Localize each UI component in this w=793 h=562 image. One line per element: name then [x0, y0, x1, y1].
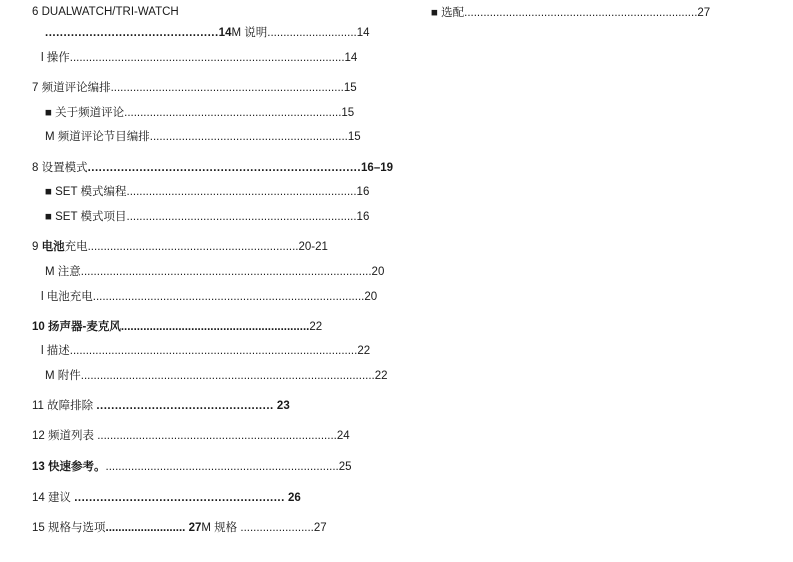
- toc-leader: ................................................: [96, 400, 274, 412]
- toc-leader: ..................................................................: [87, 241, 299, 253]
- toc-leader: .........................................................................: [110, 82, 344, 94]
- toc-text: l 操作: [41, 52, 70, 64]
- toc-line-11-troubleshooting: [32, 399, 290, 413]
- toc-line-9-battery: [32, 240, 328, 254]
- toc-leader: .........................................................: [74, 492, 285, 504]
- toc-page: 27: [188, 522, 202, 534]
- toc-line-set-items: [45, 210, 369, 224]
- toc-page: 14: [218, 27, 232, 39]
- toc-leader: .....................................................................................: [92, 291, 365, 303]
- toc-line-describe: [41, 344, 370, 358]
- toc-text: M 附件: [45, 370, 81, 382]
- toc-text: 12 频道列表: [32, 430, 94, 442]
- toc-leader: ...............................................: [45, 27, 219, 39]
- toc-text: ■ SET 模式项目: [45, 211, 127, 223]
- toc-text-bold: 电池: [41, 241, 65, 253]
- toc-line-caution: [45, 265, 384, 279]
- toc-leader: ........................................................................: [126, 186, 357, 198]
- toc-line-accessories: [45, 369, 388, 383]
- toc-page: 27: [313, 522, 327, 534]
- toc-page: 14: [344, 52, 358, 64]
- toc-page: 15: [341, 107, 355, 119]
- toc-line-12-channel-list: [32, 429, 350, 443]
- toc-line-about-channel-review: [45, 106, 354, 120]
- toc-leader: ...........................................................................................: [80, 266, 372, 278]
- toc-text: l 描述: [41, 345, 70, 357]
- toc-line-set-programming: [45, 185, 369, 199]
- toc-page: 23: [276, 400, 290, 412]
- toc-text: 8 设置模式: [32, 162, 88, 174]
- toc-text: M 规格: [201, 522, 238, 534]
- toc-page: 26: [288, 492, 301, 504]
- toc-text: 15 规格与选项: [32, 522, 106, 534]
- toc-line-10-speaker-mic: [32, 320, 322, 334]
- toc-leader: ....................................................................: [124, 107, 342, 119]
- toc-leader: ...........................................................................: [97, 430, 337, 442]
- toc-text: ■ 选配: [431, 7, 465, 19]
- toc-leader: ..........................................................................................: [69, 345, 358, 357]
- toc-text: 14 建议: [32, 492, 71, 504]
- toc-leader: .........................................................................: [105, 461, 339, 473]
- toc-text: 7 频道评论编排: [32, 82, 111, 94]
- toc-leader: ..........................................................................: [87, 162, 362, 174]
- toc-line-7-channel-review: [32, 81, 357, 95]
- toc-page: 16: [356, 186, 370, 198]
- toc-leader: ..............................................................: [149, 131, 348, 143]
- toc-leader: ........................................................................: [126, 211, 357, 223]
- toc-page: 24: [336, 430, 350, 442]
- toc-page: 25: [338, 461, 352, 473]
- toc-text: M 说明: [231, 27, 268, 39]
- toc-text: 11 故障排除: [32, 400, 94, 412]
- toc-line-13-quick-reference: [32, 460, 352, 474]
- toc-page: 16: [356, 211, 370, 223]
- toc-leader: ............................: [267, 27, 357, 39]
- toc-page: 15: [347, 131, 361, 143]
- toc-line-options: [431, 6, 710, 20]
- toc-leader: ............................................................................................: [80, 370, 375, 382]
- toc-line-15-specifications: [32, 521, 327, 535]
- toc-line-review-programming: [45, 130, 361, 144]
- toc-text: M 频道评论节目编排: [45, 131, 150, 143]
- toc-page: 14: [356, 27, 370, 39]
- toc-page: 20: [364, 291, 378, 303]
- toc-text-bold: 13 快速参考。: [32, 461, 106, 473]
- toc-text: l 电池充电: [41, 291, 93, 303]
- toc-line-operation: [41, 51, 357, 65]
- toc-text: 充电: [64, 241, 88, 253]
- toc-line-14-suggestions: [32, 491, 301, 505]
- toc-text: 6 DUALWATCH/TRI-WATCH: [32, 6, 179, 18]
- toc-line-description: [45, 26, 370, 40]
- toc-line-8-set-mode: [32, 161, 393, 175]
- toc-page: 16–19: [361, 162, 394, 174]
- toc-line-battery-charging: [41, 290, 377, 304]
- toc-leader: ...........................................................: [120, 321, 310, 333]
- toc-line-6-dualwatch: [32, 5, 179, 19]
- toc-page: 20-21: [298, 241, 328, 253]
- toc-page: 27: [697, 7, 711, 19]
- toc-page: 22: [309, 321, 323, 333]
- toc-leader: .......................: [240, 522, 314, 534]
- toc-page: 22: [357, 345, 371, 357]
- toc-text: ■ 关于频道评论: [45, 107, 125, 119]
- toc-page: 20: [371, 266, 385, 278]
- toc-leader: .........................: [105, 522, 186, 534]
- toc-page: 15: [343, 82, 357, 94]
- toc-text: M 注意: [45, 266, 81, 278]
- toc-leader: .........................................................................: [464, 7, 698, 19]
- toc-text: ■ SET 模式编程: [45, 186, 127, 198]
- toc-page: 22: [374, 370, 388, 382]
- toc-text-bold: 10 扬声器-麦克风: [32, 321, 121, 333]
- toc-text: 9: [32, 241, 39, 253]
- toc-leader: ......................................................................................: [69, 52, 345, 64]
